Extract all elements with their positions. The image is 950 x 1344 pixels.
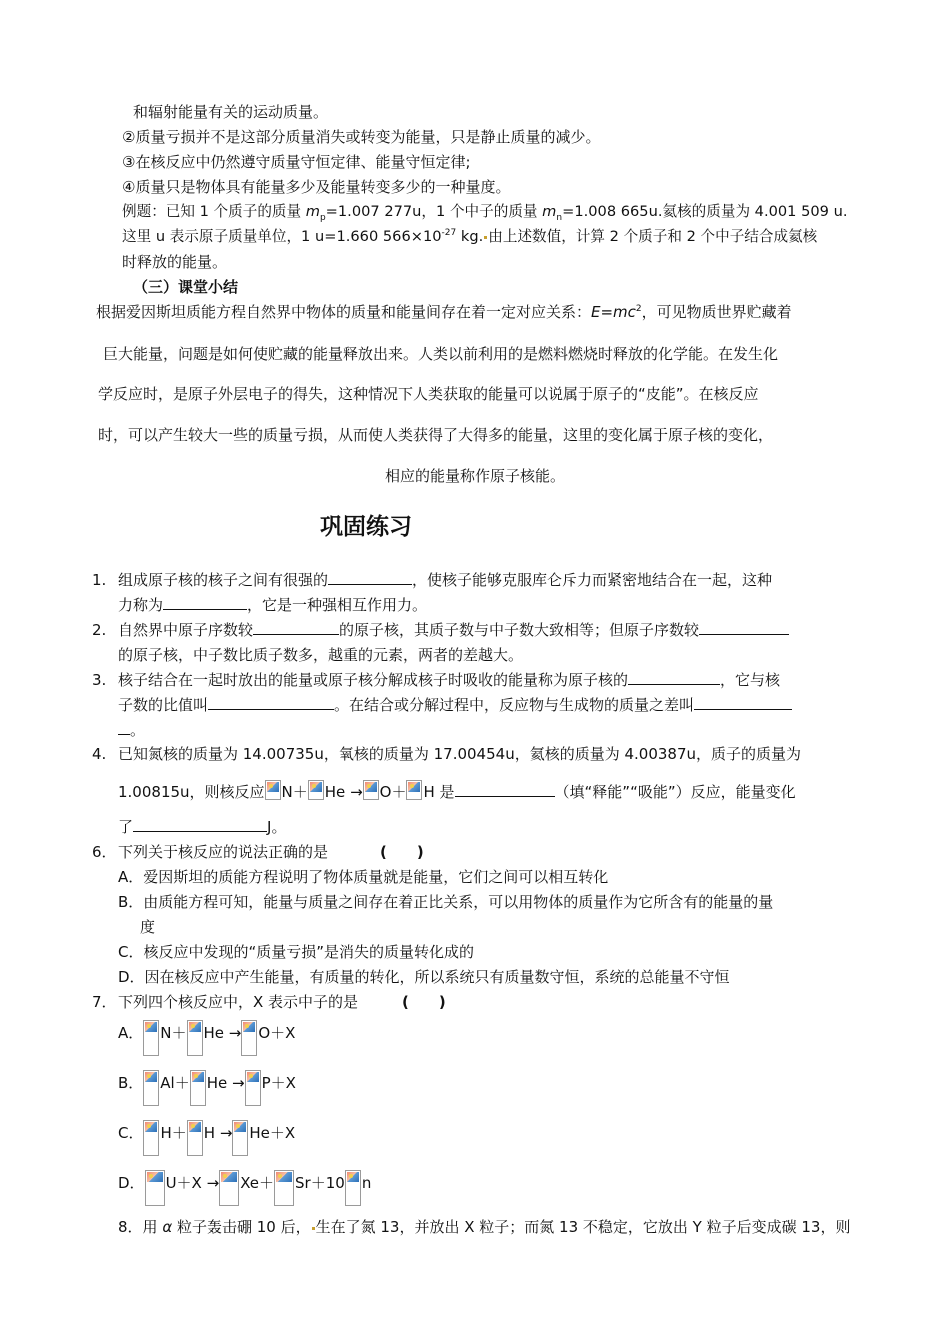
- question-6-option-a: A．爱因斯坦的质能方程说明了物体质量就是能量，它们之间可以相互转化: [118, 868, 609, 886]
- answer-blank[interactable]: [699, 620, 789, 635]
- question-6-stem: 6．下列关于核反应的说法正确的是 ( ): [92, 843, 424, 861]
- nuclide-notation-icon: [241, 1020, 257, 1056]
- nuclide-notation-icon: [219, 1170, 239, 1206]
- arrow-icon: →: [228, 1024, 242, 1042]
- nuclide-notation-icon: [187, 1020, 203, 1056]
- nuclide-notation-icon: [143, 1120, 159, 1156]
- question-7-option-c: C． H＋ H → He＋X: [118, 1120, 295, 1156]
- intro-line-1: 和辐射能量有关的运动质量。: [133, 103, 329, 121]
- arrow-icon: →: [232, 1074, 245, 1092]
- summary-heading: （三）课堂小结: [133, 278, 239, 296]
- answer-blank[interactable]: [253, 620, 339, 635]
- answer-blank[interactable]: [628, 670, 720, 685]
- question-2-line-2: 的原子核，中子数比质子数多，越重的元素，两者的差越大。: [118, 646, 524, 664]
- question-6-option-d: D．因在核反应中产生能量，有质量的转化，所以系统只有质量数守恒，系统的总能量不守恒: [118, 968, 730, 986]
- question-7-option-a: A． N＋ He → O＋X: [118, 1020, 295, 1056]
- nuclide-notation-icon: [274, 1170, 294, 1206]
- question-4-line-1: 4. 已知氮核的质量为 14.00735u，氧核的质量为 17.00454u，氦核的质量为 4.00387u，质子的质量为: [92, 745, 802, 763]
- summary-para-line-4: 时，可以产生较大一些的质量亏损，从而使人类获得了大得多的能量，这里的变化属于原子核的变化，: [98, 426, 774, 444]
- example-line-3: 时释放的能量。: [122, 253, 228, 271]
- nuclide-notation-icon: [187, 1120, 203, 1156]
- nuclide-notation-icon: [363, 780, 379, 800]
- arrow-icon: →: [206, 1174, 220, 1192]
- question-6-option-b-cont: 度: [140, 918, 156, 936]
- anchor-mark-icon: [484, 236, 487, 239]
- nuclide-notation-icon: [232, 1120, 248, 1156]
- answer-blank[interactable]: [455, 782, 555, 797]
- summary-para-line-2: 巨大能量，问题是如何使贮藏的能量释放出来。人类以前利用的是燃料燃烧时释放的化学能。在发生化: [103, 345, 779, 363]
- question-2-line-1: 2. 自然界中原子序数较 的原子核，其质子数与中子数大致相等；但原子序数较: [92, 620, 789, 640]
- question-6-option-b: B．由质能方程可知，能量与质量之间存在着正比关系，可以用物体的质量作为它所含有的能量的量: [118, 893, 774, 911]
- summary-para-line-1: 根据爱因斯坦质能方程自然界中物体的质量和能量间存在着一定对应关系：$E=mc^2$，可见物质世界贮藏着: [96, 303, 792, 321]
- question-4-line-2: 1.00815u，则核反应 N＋ He → O＋ H 是 （填“释能”“吸能”）反应，能量变化: [118, 780, 796, 802]
- answer-blank[interactable]: [694, 695, 792, 710]
- answer-blank[interactable]: [163, 595, 247, 610]
- intro-line-2: ②质量亏损并不是这部分质量消失或转变为能量，只是静止质量的减少。: [122, 128, 601, 146]
- nuclide-notation-icon: [190, 1070, 206, 1106]
- nuclide-notation-icon: [143, 1070, 159, 1106]
- nuclide-notation-icon: [145, 1170, 165, 1206]
- intro-line-4: ④质量只是物体具有能量多少及能量转变多少的一种量度。: [122, 178, 511, 196]
- answer-blank[interactable]: [133, 817, 267, 832]
- nuclide-notation-icon: [143, 1020, 159, 1056]
- question-3-line-1: 3. 核子结合在一起时放出的能量或原子核分解成核子时吸收的能量称为原子核的 ，它与核: [92, 671, 781, 689]
- intro-line-3: ③在核反应中仍然遵守质量守恒定律、能量守恒定律;: [122, 153, 471, 171]
- question-7-option-b: B． Al＋ He → P＋X: [118, 1070, 296, 1106]
- answer-blank[interactable]: [208, 695, 334, 710]
- summary-para-line-5: 相应的能量称作原子核能。: [384, 467, 565, 485]
- question-1-line-2: 力称为 ，它是一种强相互作用力。: [118, 596, 428, 614]
- arrow-icon: →: [350, 783, 363, 801]
- nuclide-notation-icon: [345, 1170, 361, 1206]
- nuclide-notation-icon: [245, 1070, 261, 1106]
- question-3-line-2: 子数的比值叫 。在结合或分解过程中，反应物与生成物的质量之差叫: [118, 695, 792, 715]
- nuclide-notation-icon: [406, 780, 422, 800]
- question-4-line-3: 了 J。: [118, 818, 287, 836]
- question-8-line-1: 8．用 α 粒子轰击硼 10 后， 生在了氮 13，并放出 X 粒子；而氮 13 不稳定，它放出 Y 粒子后变成碳 13，则: [118, 1218, 851, 1236]
- question-6-option-c: C．核反应中发现的“质量亏损”是消失的质量转化成的: [118, 943, 475, 961]
- answer-blank[interactable]: [328, 570, 412, 585]
- practice-title: 巩固练习: [320, 514, 412, 540]
- arrow-icon: →: [219, 1124, 233, 1142]
- anchor-mark-icon: [312, 1227, 315, 1230]
- nuclide-notation-icon: [265, 780, 281, 800]
- question-1-line-1: 1. 组成原子核的核子之间有很强的 ，使核子能够克服库仑斥力而紧密地结合在一起，这种: [92, 571, 773, 589]
- summary-para-line-3: 学反应时，是原子外层电子的得失，这种情况下人类获取的能量可以说属于原子的“皮能”。在核反应: [98, 385, 759, 403]
- question-7-option-d: D． U＋X → Xe＋ Sr＋10 n: [118, 1170, 371, 1206]
- example-line-2: 这里 u 表示原子质量单位，1 u=1.660 $566\times 10^{-27}$ kg. 由上述数值，计算 2 个质子和 2 个中子结合成氦核: [122, 228, 818, 245]
- question-7-stem: 7．下列四个核反应中，X 表示中子的是 ( ): [92, 993, 446, 1011]
- example-line-1: 例题：已知 1 个质子的质量 $m_p=1.007$ 277u，1 个中子的质量 $m_n=1.008$ 665u.氦核的质量为 4.001 509 u.: [122, 203, 848, 223]
- nuclide-notation-icon: [308, 780, 324, 800]
- question-3-line-3: 。: [118, 720, 145, 740]
- answer-blank[interactable]: [118, 720, 130, 735]
